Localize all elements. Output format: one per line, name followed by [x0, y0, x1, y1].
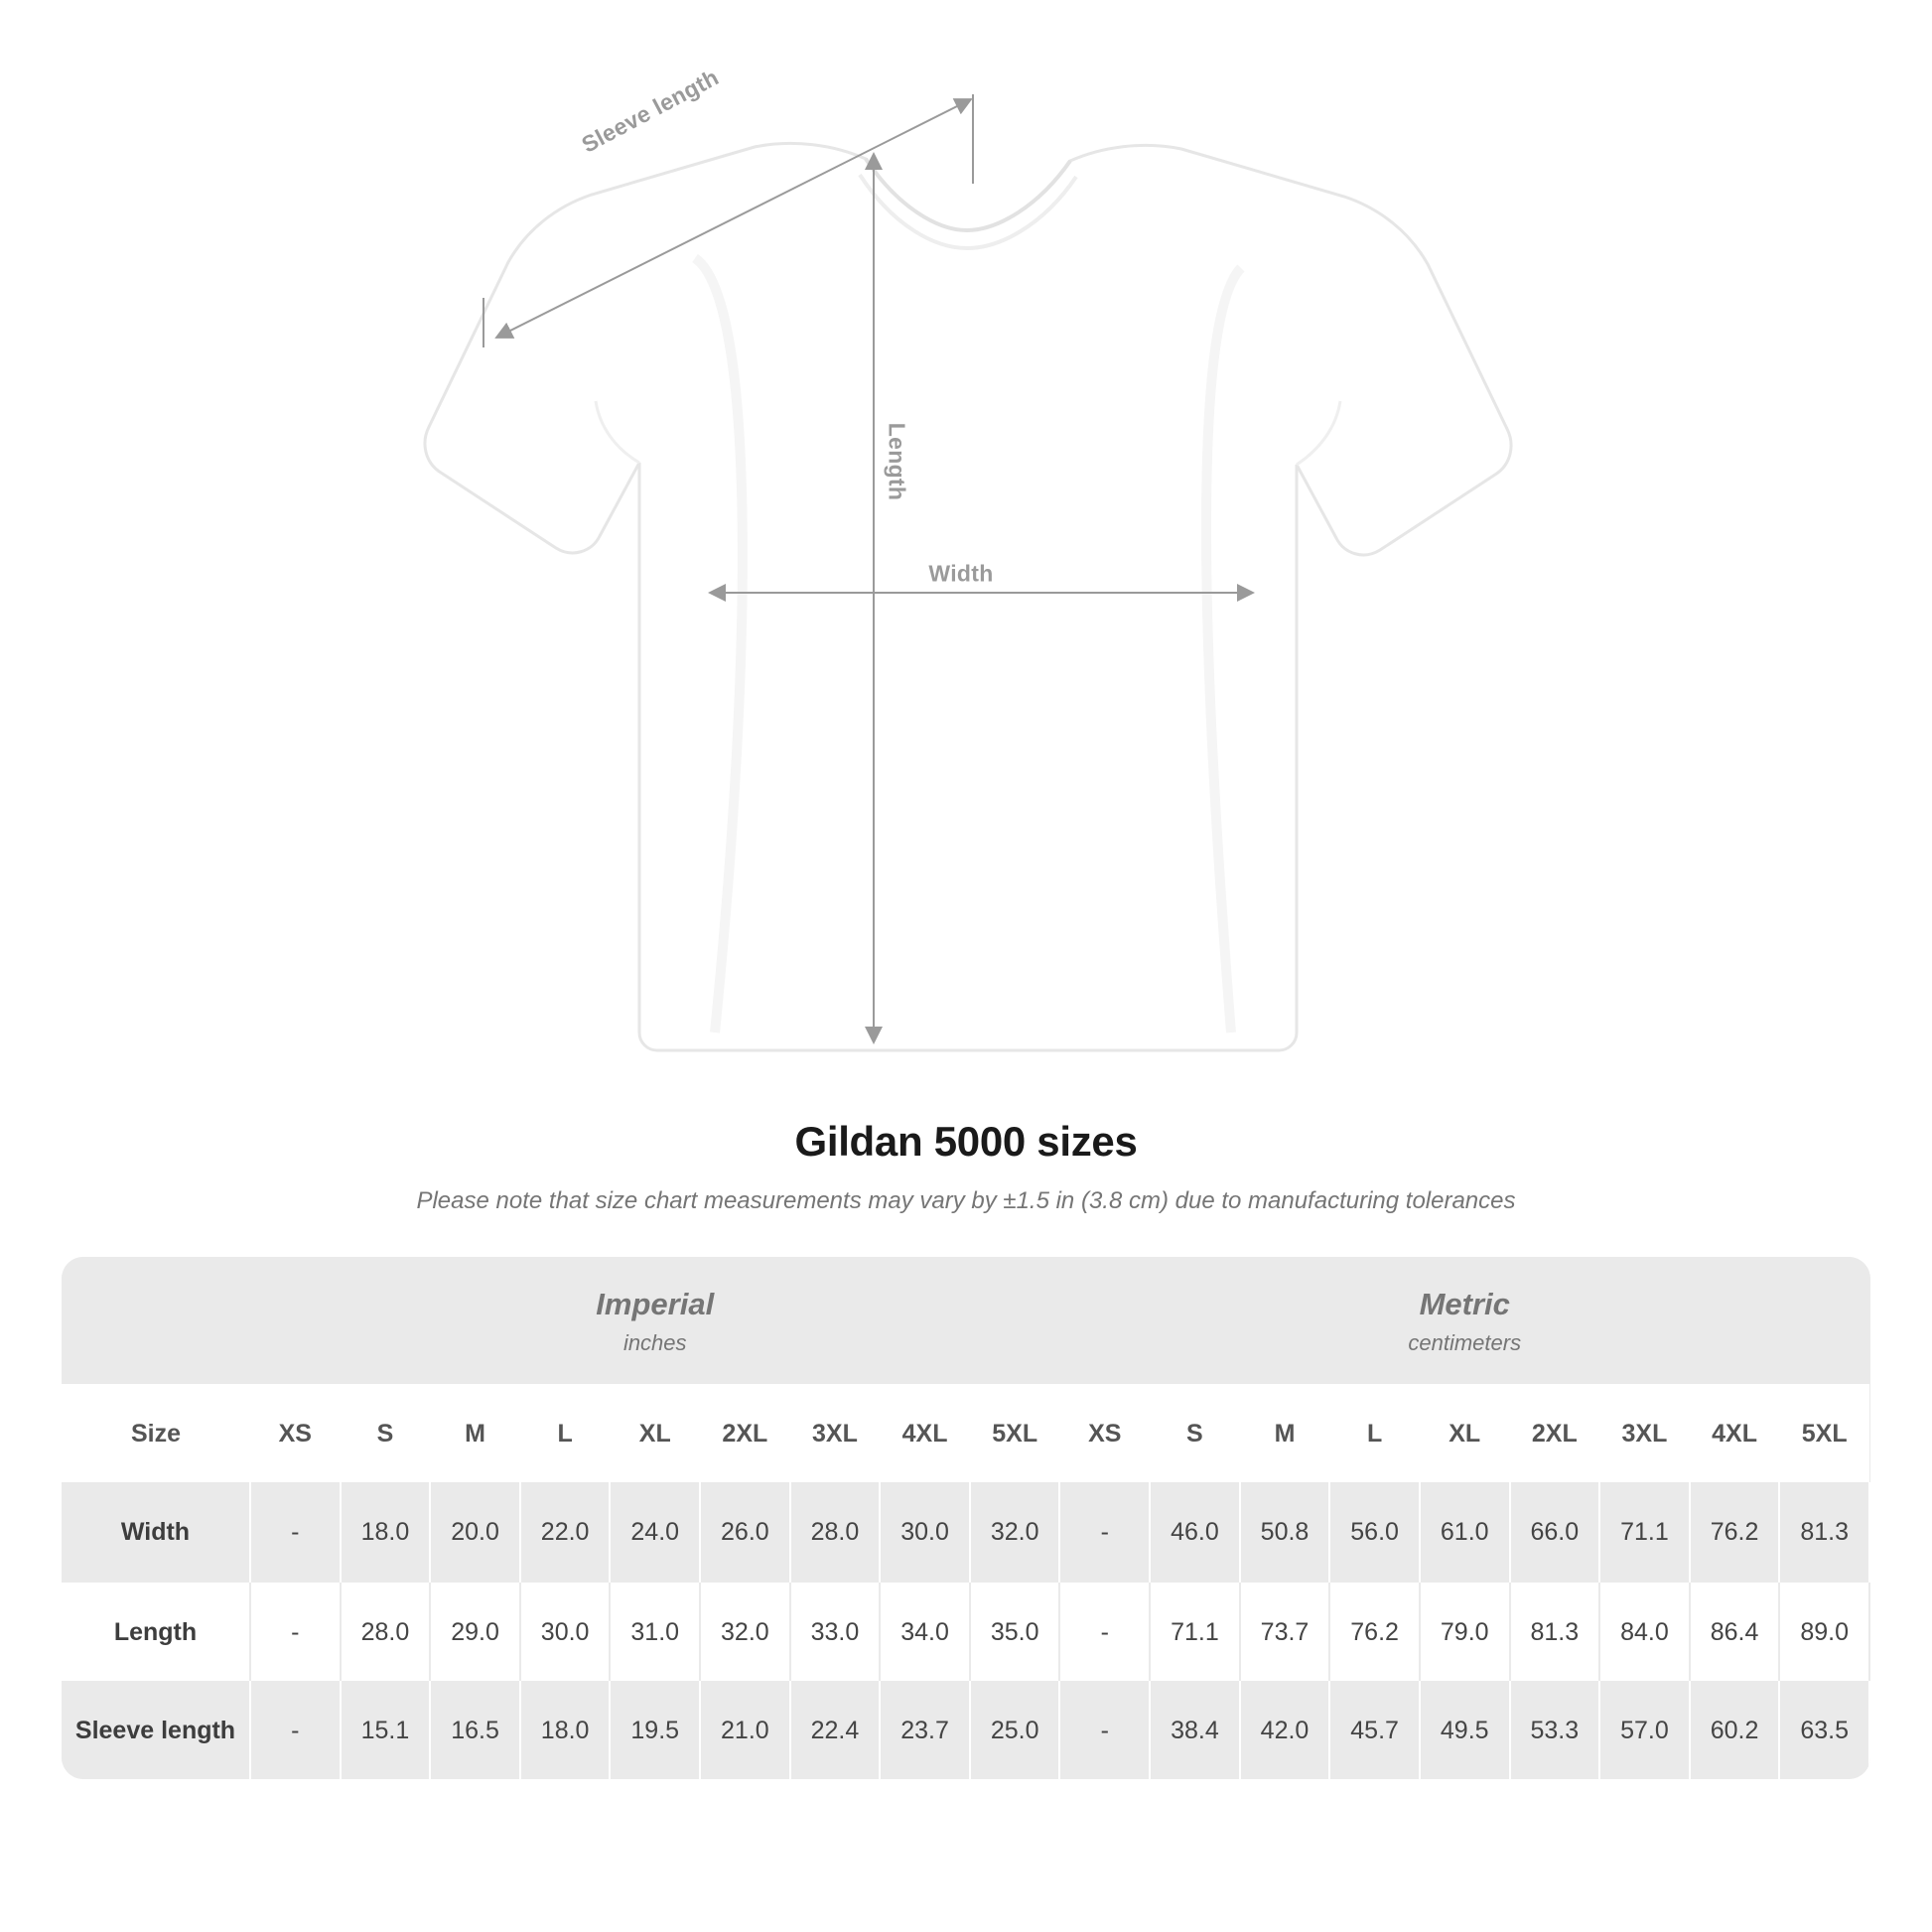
cell-length-2: 29.0: [430, 1582, 520, 1681]
cell-length-17: 89.0: [1779, 1582, 1869, 1681]
cell-width-9: -: [1059, 1482, 1150, 1582]
cell-length-12: 76.2: [1329, 1582, 1420, 1681]
cell-length-6: 33.0: [790, 1582, 881, 1681]
cell-length-1: 28.0: [341, 1582, 431, 1681]
tshirt-shape: [425, 143, 1511, 1050]
col-header-2xl-imperial: 2XL: [700, 1384, 790, 1482]
cell-width-4: 24.0: [610, 1482, 700, 1582]
col-header-m-metric: M: [1240, 1384, 1330, 1482]
col-header-xl-metric: XL: [1420, 1384, 1510, 1482]
cell-length-11: 73.7: [1240, 1582, 1330, 1681]
cell-sleeve-16: 60.2: [1690, 1681, 1780, 1779]
unit-imperial-sub: inches: [622, 1330, 687, 1355]
cell-sleeve-17: 63.5: [1779, 1681, 1869, 1779]
table-row: [62, 1582, 1869, 1681]
cell-width-1: 18.0: [341, 1482, 431, 1582]
col-header-xl-imperial: XL: [610, 1384, 700, 1482]
col-header-5xl-metric: 5XL: [1779, 1384, 1869, 1482]
cell-width-14: 66.0: [1510, 1482, 1600, 1582]
cell-length-9: -: [1059, 1582, 1150, 1681]
cell-length-0: -: [250, 1582, 341, 1681]
row-label-length: Length: [62, 1582, 250, 1681]
unit-metric-cell: [1059, 1257, 1869, 1384]
cell-sleeve-0: -: [250, 1681, 341, 1779]
size-table-container: [62, 1257, 1870, 1779]
length-label: Length: [884, 422, 910, 501]
cell-length-10: 71.1: [1150, 1582, 1240, 1681]
cell-length-8: 35.0: [970, 1582, 1060, 1681]
col-header-xs-imperial: XS: [250, 1384, 341, 1482]
cell-width-15: 71.1: [1599, 1482, 1690, 1582]
sleeve-length-label: Sleeve length: [577, 64, 724, 158]
col-header-s-metric: S: [1150, 1384, 1240, 1482]
size-header-label: Size: [62, 1384, 250, 1482]
cell-sleeve-12: 45.7: [1329, 1681, 1420, 1779]
page-title: Gildan 5000 sizes: [794, 1118, 1138, 1165]
cell-sleeve-8: 25.0: [970, 1681, 1060, 1779]
cell-width-5: 26.0: [700, 1482, 790, 1582]
width-label: Width: [928, 560, 994, 587]
unit-imperial-name: Imperial: [596, 1287, 715, 1321]
size-table: [62, 1257, 1870, 1779]
unit-header-row: [62, 1257, 1869, 1384]
cell-sleeve-10: 38.4: [1150, 1681, 1240, 1779]
cell-length-15: 84.0: [1599, 1582, 1690, 1681]
cell-width-13: 61.0: [1420, 1482, 1510, 1582]
table-row: [62, 1482, 1869, 1582]
cell-length-3: 30.0: [520, 1582, 611, 1681]
title-block: [0, 1118, 1932, 1215]
cell-width-2: 20.0: [430, 1482, 520, 1582]
col-header-l-imperial: L: [520, 1384, 611, 1482]
col-header-s-imperial: S: [341, 1384, 431, 1482]
cell-sleeve-1: 15.1: [341, 1681, 431, 1779]
col-header-m-imperial: M: [430, 1384, 520, 1482]
cell-length-14: 81.3: [1510, 1582, 1600, 1681]
col-header-3xl-imperial: 3XL: [790, 1384, 881, 1482]
cell-sleeve-14: 53.3: [1510, 1681, 1600, 1779]
col-header-4xl-metric: 4XL: [1690, 1384, 1780, 1482]
size-header-row: [62, 1384, 1869, 1482]
cell-width-6: 28.0: [790, 1482, 881, 1582]
cell-length-13: 79.0: [1420, 1582, 1510, 1681]
col-header-l-metric: L: [1329, 1384, 1420, 1482]
cell-sleeve-9: -: [1059, 1681, 1150, 1779]
cell-width-16: 76.2: [1690, 1482, 1780, 1582]
cell-sleeve-13: 49.5: [1420, 1681, 1510, 1779]
col-header-2xl-metric: 2XL: [1510, 1384, 1600, 1482]
cell-length-5: 32.0: [700, 1582, 790, 1681]
cell-sleeve-11: 42.0: [1240, 1681, 1330, 1779]
cell-width-7: 30.0: [880, 1482, 970, 1582]
cell-width-17: 81.3: [1779, 1482, 1869, 1582]
cell-length-16: 86.4: [1690, 1582, 1780, 1681]
col-header-3xl-metric: 3XL: [1599, 1384, 1690, 1482]
cell-width-10: 46.0: [1150, 1482, 1240, 1582]
table-row: [62, 1681, 1869, 1779]
cell-length-4: 31.0: [610, 1582, 700, 1681]
row-label-sleeve-length: Sleeve length: [62, 1681, 250, 1779]
unit-metric-sub: centimeters: [1408, 1330, 1522, 1355]
tolerance-note: Please note that size chart measurements may vary by ±1.5 in (3.8 cm) due to manufacturing tolerances: [416, 1187, 1516, 1214]
cell-width-0: -: [250, 1482, 341, 1582]
cell-sleeve-4: 19.5: [610, 1681, 700, 1779]
unit-metric-name: Metric: [1419, 1287, 1510, 1321]
cell-sleeve-5: 21.0: [700, 1681, 790, 1779]
unit-imperial-cell: [250, 1257, 1059, 1384]
cell-width-12: 56.0: [1329, 1482, 1420, 1582]
cell-width-3: 22.0: [520, 1482, 611, 1582]
cell-width-8: 32.0: [970, 1482, 1060, 1582]
cell-sleeve-6: 22.4: [790, 1681, 881, 1779]
unit-spacer-cell: [62, 1257, 250, 1384]
cell-sleeve-2: 16.5: [430, 1681, 520, 1779]
cell-length-7: 34.0: [880, 1582, 970, 1681]
row-label-width: Width: [62, 1482, 250, 1582]
col-header-4xl-imperial: 4XL: [880, 1384, 970, 1482]
cell-sleeve-7: 23.7: [880, 1681, 970, 1779]
cell-sleeve-15: 57.0: [1599, 1681, 1690, 1779]
col-header-5xl-imperial: 5XL: [970, 1384, 1060, 1482]
col-header-xs-metric: XS: [1059, 1384, 1150, 1482]
cell-width-11: 50.8: [1240, 1482, 1330, 1582]
cell-sleeve-3: 18.0: [520, 1681, 611, 1779]
